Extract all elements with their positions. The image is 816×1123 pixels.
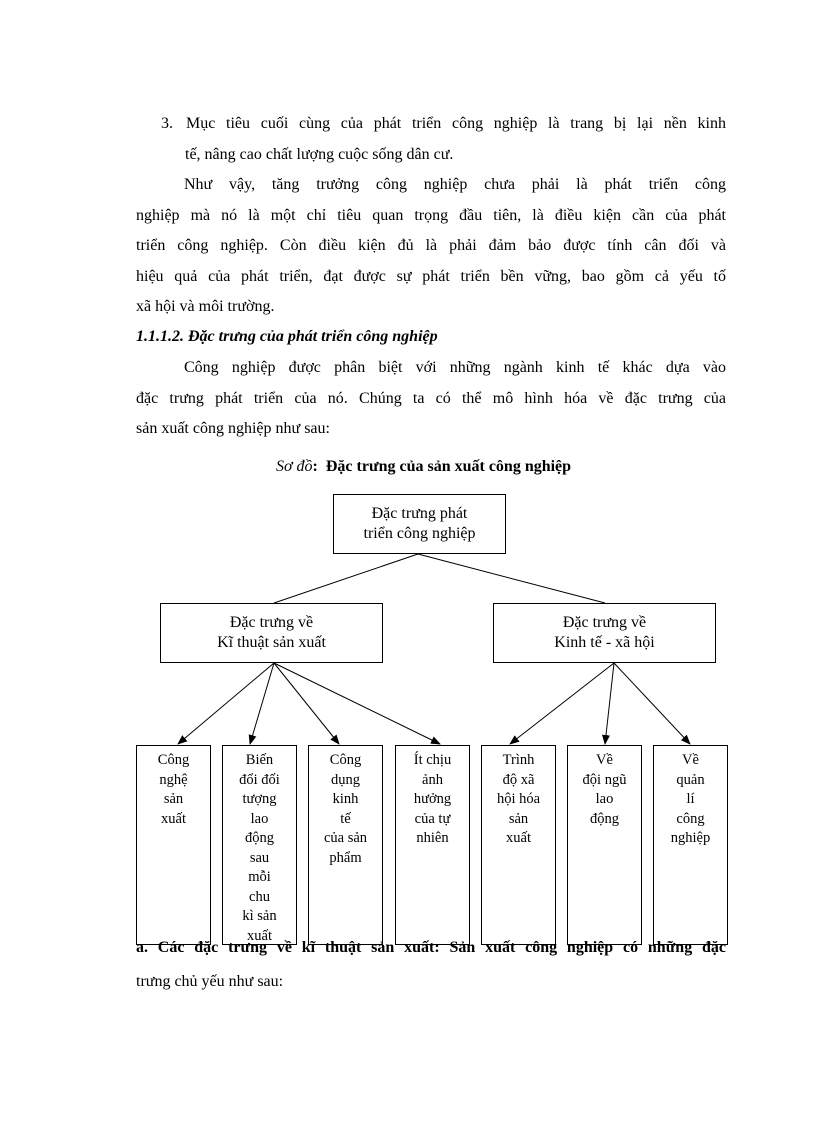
arrow-right-1 (510, 663, 614, 744)
leaf-line: công (676, 810, 705, 827)
leaf-quan-li-cong-nghiep (653, 745, 728, 945)
leaf-line: nghiệp (670, 830, 711, 846)
leaf-line: Công (329, 752, 362, 768)
leaf-line: xuất (247, 927, 272, 944)
leaf-line: mỗi (248, 869, 271, 885)
leaf-line: kì sản (242, 908, 277, 924)
para1-line2: nghiệp mà nó là một chỉ tiêu quan trọng đầu tiên, là điều kiện cần của phát (136, 207, 726, 224)
leaf-line: ảnh (422, 771, 443, 788)
leaf-line: Về (596, 752, 613, 768)
right-group-node (493, 603, 716, 663)
leaf-line: Trình (502, 752, 535, 768)
leaf-line: nhiên (416, 830, 449, 846)
connector-root-left (274, 554, 418, 603)
para2-line1: Công nghiệp được phân biệt với những ngành kinh tế khác dựa vào (184, 359, 726, 376)
para3-line1-clip (136, 939, 728, 960)
para3-line1: a. Các đặc trưng về kĩ thuật sản xuất: Sản xuất công nghiệp có những đặc (136, 939, 726, 956)
root-node-line1: Đặc trưng phát (371, 505, 468, 522)
leaf-line: tế (340, 810, 351, 827)
leaf-line: sau (249, 849, 270, 866)
root-node (333, 494, 506, 554)
caption-separator: : (312, 458, 318, 475)
right-group-line2: Kinh tế - xã hội (554, 634, 655, 651)
leaf-line: của sản (323, 830, 368, 846)
leaf-trinh-do-xa-hoi-hoa (481, 745, 556, 945)
left-group-line2: Kĩ thuật sản xuất (217, 634, 326, 651)
connector-root-right (418, 554, 605, 603)
para1-line4: hiệu quả của phát triển, đạt được sự phát triển bền vững, bao gồm cả yếu tố (136, 268, 726, 285)
leaf-line: độ xã (502, 771, 535, 788)
leaf-line: sản (163, 791, 184, 807)
arrow-left-1 (178, 663, 274, 744)
leaf-line: Công (157, 752, 190, 768)
leaf-line: Về (682, 752, 699, 768)
para3-line2: trưng chủ yếu như sau: (136, 973, 284, 990)
list-number: 3. (161, 115, 173, 132)
leaf-line: phẩm (329, 849, 362, 866)
leaf-line: lí (686, 791, 695, 807)
leaf-line: động (245, 830, 274, 846)
leaf-line: xuất (506, 830, 531, 846)
leaf-line: hưởng (413, 791, 452, 807)
left-group-node (160, 603, 383, 663)
caption-label: Sơ đồ (276, 458, 313, 475)
leaf-line: dụng (331, 771, 360, 788)
leaf-line: lao (595, 791, 614, 807)
leaf-cong-dung-kinh-te (308, 745, 383, 945)
leaf-line: xuất (161, 810, 186, 827)
leaf-bien-doi-doi-tuong (222, 745, 297, 945)
section-heading: 1.1.1.2. Đặc trưng của phát triển công nghiệp (136, 328, 438, 345)
para1-line1: Như vậy, tăng trưởng công nghiệp chưa phải là phát triển công (184, 176, 726, 193)
arrow-left-2 (250, 663, 274, 744)
para1-line3: triển công nghiệp. Còn điều kiện đủ là phải đảm bảo được tính cân đối và (136, 237, 726, 254)
leaf-line: quản (676, 771, 705, 788)
para1-line5: xã hội và môi trường. (136, 298, 275, 315)
arrow-left-3 (274, 663, 339, 744)
para2-line2: đặc trưng phát triển của nó. Chúng ta có thể mô hình hóa về đặc trưng của (136, 390, 726, 407)
right-group-line1: Đặc trưng về (562, 614, 647, 631)
leaf-line: nghệ (159, 771, 188, 788)
leaf-doi-ngu-lao-dong (567, 745, 642, 945)
leaf-line: tượng (242, 791, 277, 807)
arrow-right-2 (605, 663, 614, 744)
item3-line1: Mục tiêu cuối cùng của phát triển công nghiệp là trang bị lại nền kinh (186, 115, 726, 132)
leaf-line: đội ngũ (582, 771, 627, 788)
leaf-line: sản (508, 810, 529, 827)
leaf-line: của tự (414, 810, 451, 827)
root-node-line2: triển công nghiệp (363, 525, 476, 542)
para2-line3: sản xuất công nghiệp như sau: (136, 420, 330, 437)
leaf-line: động (590, 810, 619, 827)
item3-line2: tế, nâng cao chất lượng cuộc sống dân cư. (185, 146, 454, 163)
caption-title: Đặc trưng của sản xuất công nghiệp (325, 458, 572, 475)
arrow-right-3 (614, 663, 690, 744)
leaf-it-chiu-anh-huong (395, 745, 470, 945)
leaf-line: kinh (332, 791, 359, 807)
arrow-left-4 (274, 663, 440, 744)
leaf-line: hội hóa (496, 791, 541, 807)
leaf-line: đổi đối (239, 771, 280, 788)
leaf-line: Ít chịu (413, 752, 452, 768)
leaf-cong-nghe-san-xuat (136, 745, 211, 945)
leaf-line: Biến (245, 752, 274, 768)
left-group-line1: Đặc trưng về (229, 614, 314, 631)
leaf-line: lao (250, 810, 269, 827)
leaf-line: chu (249, 888, 270, 905)
